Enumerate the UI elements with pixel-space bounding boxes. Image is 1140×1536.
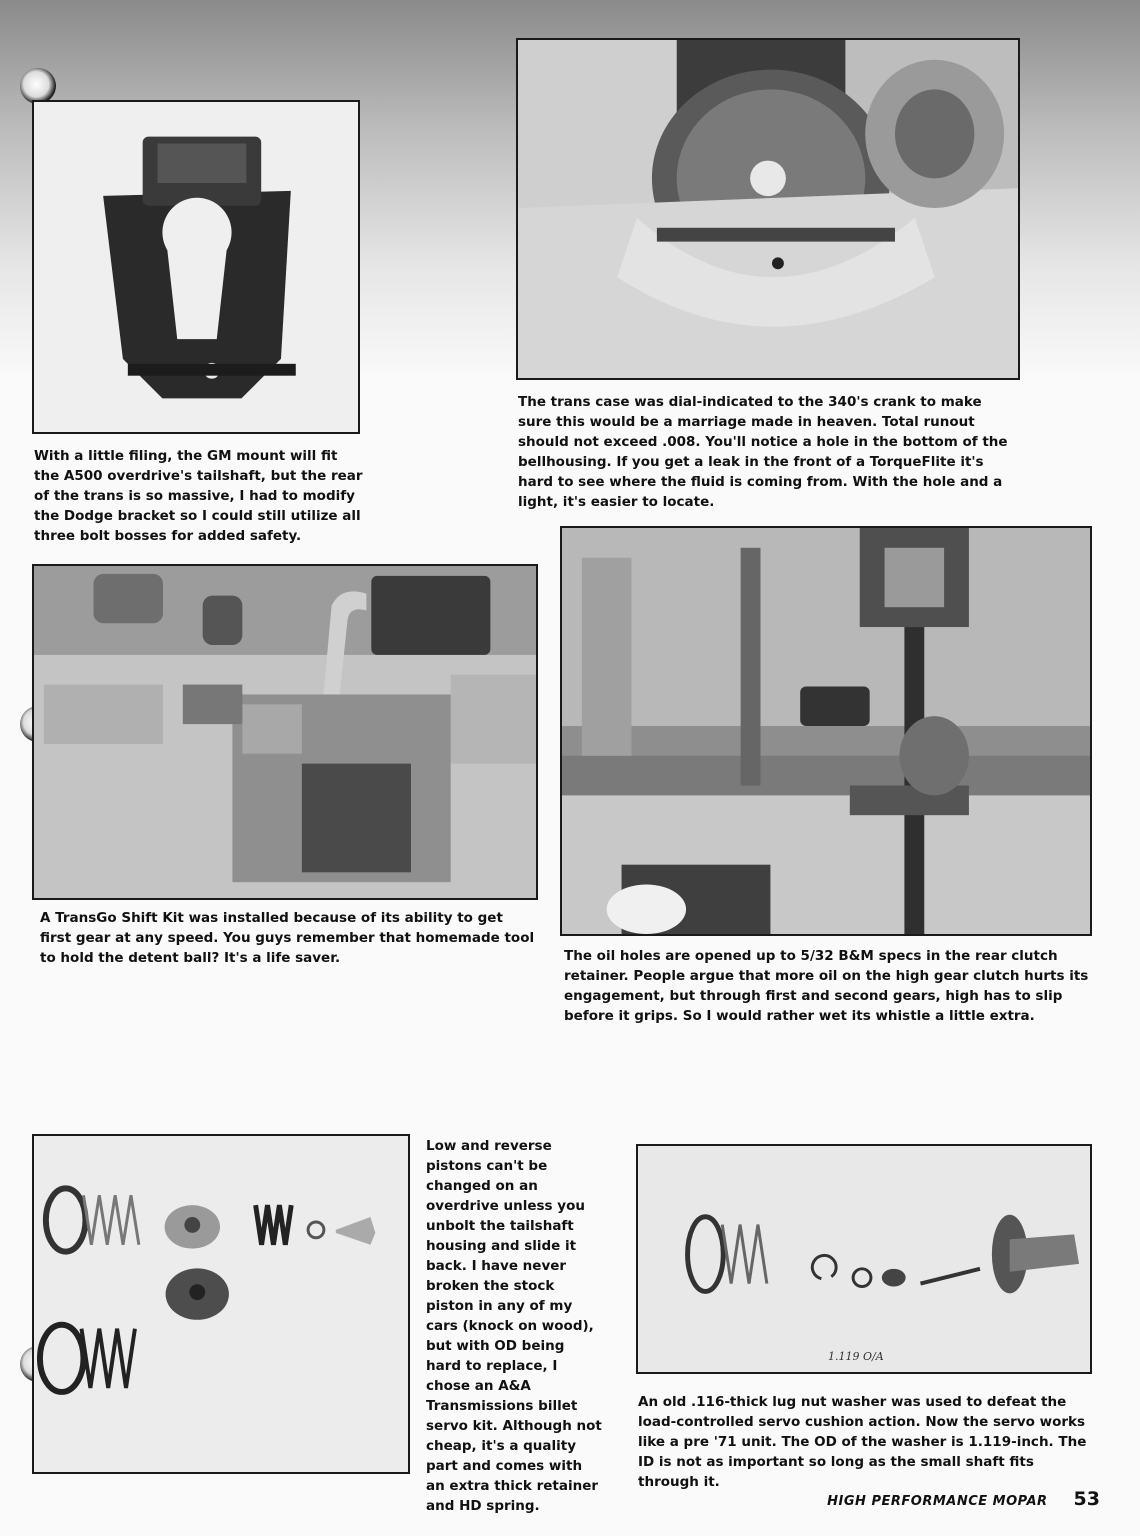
caption-oil-holes: The oil holes are opened up to 5/32 B&M specs in the rear clutch retainer. People argue that more oil on the high gear clutch hurts its engagement, but through first and second gears, high has to slip before it grips. So I would rather wet its whistle a little extra. (564, 948, 1089, 1024)
photo-washer (636, 1144, 1092, 1374)
caption-washer: An old .116-thick lug nut washer was used to defeat the load-controlled servo cushion action. Now the servo works like a pre '71 unit. The OD of the washer is 1.119-inch. The ID is not as important so long as the small shaft fits through it. (638, 1394, 1087, 1490)
photo-oil-holes (560, 526, 1092, 936)
page-footer (827, 1488, 1100, 1510)
photo-handwritten-note: 1.119 O/A (828, 1350, 884, 1363)
photo-shift-kit (32, 564, 538, 900)
caption-servo-kit: Low and reverse pistons can't be changed on an overdrive unless you unbolt the tailshaft housing and slide it back. I have never broken the stock piston in any of my cars (knock on wood), but with OD being hard to replace, I chose an A&A Transmissions billet servo kit. Although not cheap, it's a quality part and comes with an extra thick retainer and HD spring. (426, 1138, 602, 1514)
caption-gm-mount: With a little filing, the GM mount will fit the A500 overdrive's tailshaft, but the rear of the trans is so massive, I had to modify the Dodge bracket so I could still utilize all three bolt bosses for added safety. (34, 448, 363, 544)
caption-trans-case: The trans case was dial-indicated to the 340's crank to make sure this would be a marriage made in heaven. Total runout should not exceed .008. You'll notice a hole in the bottom of the bellhousing. If you get a leak in the front of a TorqueFlite it's hard to see where the fluid is coming from. With the hole and a light, it's easier to locate. (518, 394, 1008, 510)
publication-name: HIGH PERFORMANCE MOPAR (827, 1494, 1048, 1509)
photo-servo-kit (32, 1134, 410, 1474)
page-number: 53 (1073, 1488, 1100, 1510)
photo-gm-mount (32, 100, 360, 434)
binder-hole-top (20, 68, 56, 104)
caption-shift-kit: A TransGo Shift Kit was installed because of its ability to get first gear at any speed. You guys remember that homemade tool to hold the detent ball? It's a life saver. (40, 910, 535, 966)
photo-trans-case (516, 38, 1020, 380)
